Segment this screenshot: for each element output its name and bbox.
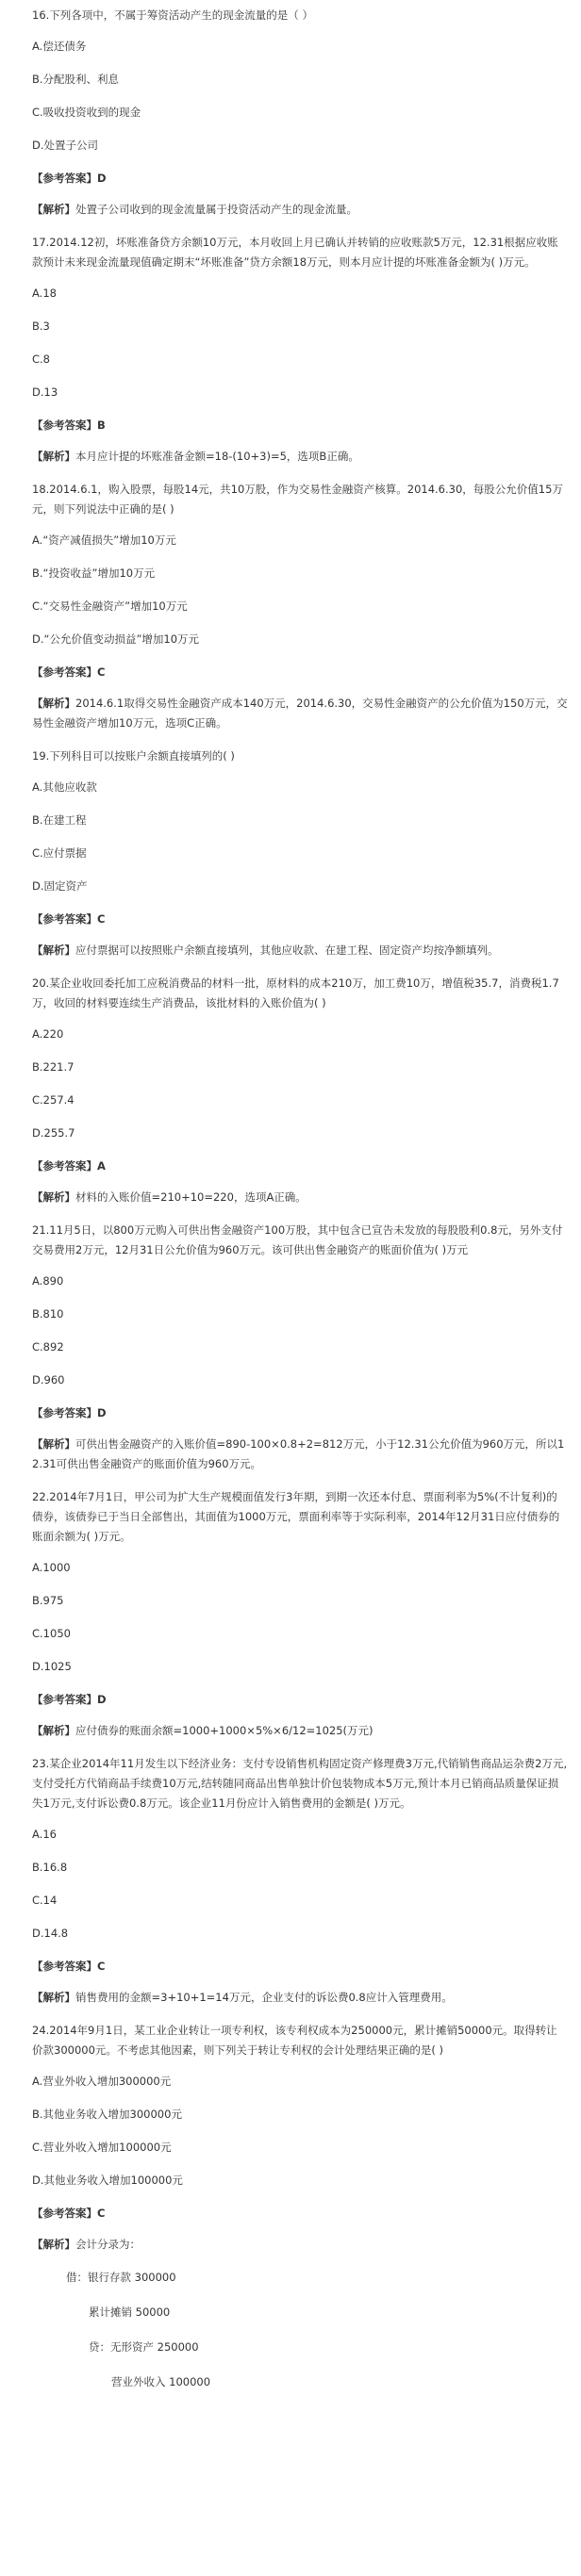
reference-answer: 【参考答案】A — [32, 1159, 106, 1173]
question-stem: 17.2014.12初，坏账准备贷方余额10万元，本月收回上月已确认并转销的应收账款5万元，12.31根据应收账款预计未来现金流量现值确定期末“坏账准备”贷方余额18万元，则本月应计提的坏账准备金额为( )万元。 — [32, 236, 558, 269]
answer-option: D.“公允价值变动损益”增加10万元 — [32, 632, 200, 646]
analysis-label: 【解析】 — [32, 450, 75, 463]
answer-option: B.221.7 — [32, 1060, 75, 1074]
reference-answer: 【参考答案】C — [32, 2207, 106, 2220]
analysis-text — [32, 941, 568, 960]
answer-option: A.220 — [32, 1027, 64, 1041]
journal-entry — [32, 2268, 568, 2392]
answer-option: B.在建工程 — [32, 813, 87, 827]
analysis-label: 【解析】 — [32, 2238, 75, 2251]
analysis-body: 应付票据可以按照账户余额直接填列，其他应收款、在建工程、固定资产均按净额填列。 — [75, 943, 499, 957]
question-block — [32, 1487, 568, 1741]
answer-option: D.固定资产 — [32, 879, 88, 893]
question-stem: 16.下列各项中，不属于筹资活动产生的现金流量的是（ ） — [32, 8, 313, 22]
answer-option: D.处置子公司 — [32, 139, 99, 152]
answer-option: C.“交易性金融资产”增加10万元 — [32, 599, 188, 613]
answer-option: C.892 — [32, 1340, 64, 1354]
question-stem: 22.2014年7月1日，甲公司为扩大生产规模面值发行3年期，到期一次还本付息、票面利率为5%(不计复利)的债券，该债券已于当日全部售出，其面值为1000万元，票面利率等于实际利率，2014年12月31日应付债券的账面余额为( )万元。 — [32, 1490, 560, 1543]
analysis-label: 【解析】 — [32, 1991, 75, 2004]
answer-option: A.890 — [32, 1274, 64, 1288]
answer-option: B.3 — [32, 320, 50, 333]
answer-option: A.营业外收入增加300000元 — [32, 2075, 172, 2088]
answer-option: A.偿还债务 — [32, 40, 87, 53]
question-block — [32, 1221, 568, 1474]
analysis-label: 【解析】 — [32, 943, 75, 957]
analysis-body: 处置子公司收到的现金流量属于投资活动产生的现金流量。 — [75, 203, 357, 216]
analysis-label: 【解析】 — [32, 1724, 75, 1737]
question-block — [32, 2021, 568, 2255]
analysis-body: 会计分录为： — [75, 2238, 141, 2251]
journal-line: 借：银行存款 300000 — [66, 2271, 176, 2284]
reference-answer: 【参考答案】D — [32, 172, 107, 185]
analysis-body: 销售费用的金额=3+10+1=14万元，企业支付的诉讼费0.8应计入管理费用。 — [75, 1991, 453, 2004]
journal-line: 营业外收入 100000 — [111, 2375, 211, 2388]
answer-option: C.吸收投资收到的现金 — [32, 106, 141, 119]
analysis-label: 【解析】 — [32, 203, 75, 216]
answer-option: D.960 — [32, 1373, 65, 1386]
reference-answer: 【参考答案】B — [32, 418, 106, 432]
analysis-body: 可供出售金融资产的入账价值=890-100×0.8+2=812万元，小于12.31公允价值为960万元，所以12.31可供出售金融资产的账面价值为960万元。 — [32, 1437, 565, 1470]
answer-option: A.其他应收款 — [32, 780, 97, 794]
answer-option: C.14 — [32, 1894, 58, 1907]
question-block — [32, 974, 568, 1207]
analysis-text — [32, 447, 568, 467]
question-block — [32, 1754, 568, 2008]
question-stem: 21.11月5日，以800万元购入可供出售金融资产100万股，其中包含已宣告未发放的每股股利0.8元，另外支付交易费用2万元，12月31日公允价值为960万元。该可供出售金融资产的账面价值为( )万元 — [32, 1223, 563, 1256]
answer-option: A.18 — [32, 287, 57, 300]
question-block — [32, 480, 568, 733]
question-block — [32, 747, 568, 960]
answer-option: C.1050 — [32, 1627, 71, 1640]
question-block — [32, 233, 568, 467]
answer-option: A.16 — [32, 1828, 57, 1841]
analysis-text — [32, 694, 568, 733]
answer-option: B.分配股利、利息 — [32, 73, 120, 86]
reference-answer: 【参考答案】D — [32, 1693, 107, 1706]
question-block — [32, 6, 568, 220]
analysis-text — [32, 200, 568, 220]
answer-option: D.1025 — [32, 1660, 72, 1673]
answer-option: C.应付票据 — [32, 846, 87, 860]
reference-answer: 【参考答案】C — [32, 1960, 106, 1973]
answer-option: B.16.8 — [32, 1861, 68, 1874]
analysis-text — [32, 1988, 568, 2008]
answer-option: C.营业外收入增加100000元 — [32, 2141, 172, 2154]
analysis-text — [32, 1721, 568, 1741]
analysis-label: 【解析】 — [32, 1437, 75, 1451]
journal-line: 累计摊销 50000 — [89, 2305, 171, 2319]
answer-option: D.其他业务收入增加100000元 — [32, 2174, 183, 2187]
analysis-label: 【解析】 — [32, 697, 75, 710]
analysis-text — [32, 1435, 568, 1474]
question-stem: 23.某企业2014年11月发生以下经济业务：支付专设销售机构固定资产修理费3万元,代销销售商品运杂费2万元,支付受托方代销商品手续费10万元,结转随同商品出售单独计价包装物成本5万元,预计本月已销商品质量保证损失1万元,支付诉讼费0.8万元。该企业11月份应计入销售费用的金额是( )万元。 — [32, 1757, 568, 1810]
answer-option: B.“投资收益”增加10万元 — [32, 566, 156, 580]
answer-option: A.1000 — [32, 1561, 71, 1574]
answer-option: D.14.8 — [32, 1927, 69, 1940]
analysis-label: 【解析】 — [32, 1190, 75, 1204]
answer-option: B.其他业务收入增加300000元 — [32, 2108, 182, 2121]
question-stem: 19.下列科目可以按账户余额直接填列的( ) — [32, 749, 235, 763]
question-stem: 24.2014年9月1日，某工业企业转让一项专利权，该专利权成本为250000元，累计摊销50000元。取得转让价款300000元。不考虑其他因素，则下列关于转让专利权的会计处理结果正确的是( ) — [32, 2024, 557, 2057]
answer-option: D.255.7 — [32, 1126, 75, 1140]
analysis-text — [32, 2235, 568, 2255]
answer-option: D.13 — [32, 386, 58, 399]
analysis-body: 本月应计提的坏账准备金额=18-(10+3)=5，选项B正确。 — [75, 450, 359, 463]
reference-answer: 【参考答案】C — [32, 912, 106, 926]
question-stem: 18.2014.6.1，购入股票，每股14元，共10万股，作为交易性金融资产核算。2014.6.30，每股公允价值15万元，则下列说法中正确的是( ) — [32, 483, 563, 516]
answer-option: C.257.4 — [32, 1093, 75, 1107]
journal-line: 贷：无形资产 250000 — [89, 2340, 199, 2354]
question-stem: 20.某企业收回委托加工应税消费品的材料一批，原材料的成本210万，加工费10万，增值税35.7，消费税1.7万，收回的材料要连续生产消费品，该批材料的入账价值为( ) — [32, 976, 559, 1009]
analysis-body: 应付债券的账面余额=1000+1000×5%×6/12=1025(万元) — [75, 1724, 374, 1737]
reference-answer: 【参考答案】C — [32, 665, 106, 679]
analysis-body: 2014.6.1取得交易性金融资产成本140万元，2014.6.30，交易性金融资产的公允价值为150万元，交易性金融资产增加10万元，选项C正确。 — [32, 697, 568, 730]
answer-option: A.“资产减值损失”增加10万元 — [32, 533, 176, 547]
analysis-body: 材料的入账价值=210+10=220，选项A正确。 — [75, 1190, 307, 1204]
answer-option: B.975 — [32, 1594, 64, 1607]
answer-option: B.810 — [32, 1307, 64, 1321]
reference-answer: 【参考答案】D — [32, 1406, 107, 1419]
answer-option: C.8 — [32, 353, 51, 366]
analysis-text — [32, 1188, 568, 1207]
